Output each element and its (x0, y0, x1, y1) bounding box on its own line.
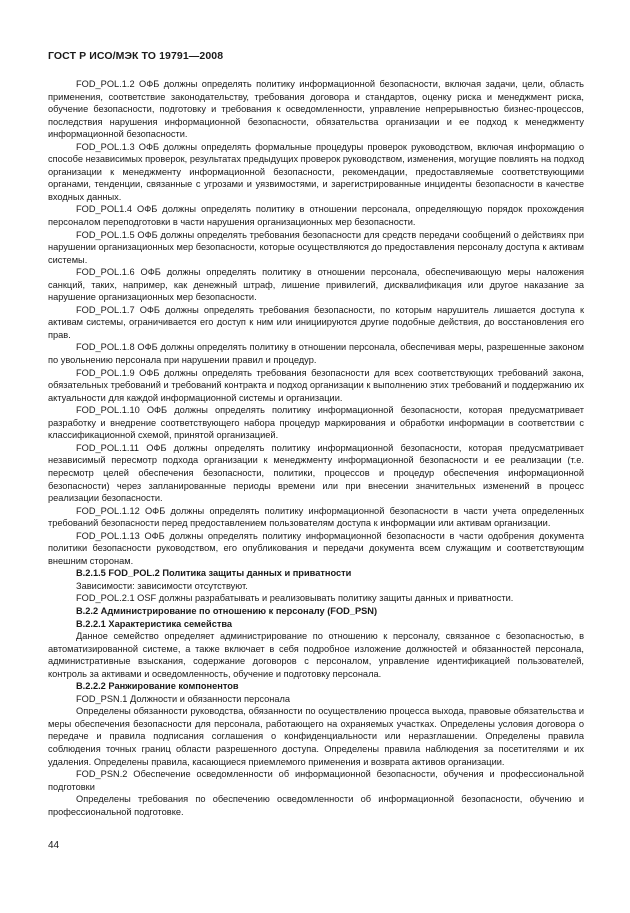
body-paragraph: FOD_POL.1.12 ОФБ должны определять политику информационной безопасности в части учета определенных требований безопасности перед предоставлением пользователям доступа к информации или активам организации. (48, 505, 584, 529)
body-paragraph: FOD_POL.1.13 ОФБ должны определять политику информационной безопасности в части одобрения документа политики безопасности руководством, его опубликования и передачи документа всем служащим и соответствующим внешним сторонам. (48, 530, 584, 566)
section-heading: В.2.2.1 Характеристика семейства (76, 618, 233, 629)
body-paragraph: FOD_POL.2.1 OSF должны разрабатывать и реализовывать политику защиты данных и приватности. (76, 593, 514, 604)
body-paragraph: FOD_POL.1.9 ОФБ должны определять требования безопасности для всех соответствующих требований закона, обязательных требований и требований контракта и подход организации к выполнению этих требований и поддержанию их актуальности для каждой информационной системы и организации. (48, 367, 584, 403)
body-paragraph: FOD_POL.1.3 ОФБ должны определять формальные процедуры проверок руководством, включая информацию о способе независимых проверок, результатах предыдущих проверок руководством, изменения, могущие повлиять на подход организации к менеджменту информационной безопасности, рекомендации, предоставляемые соответствующими органами, тенденции, связанные с угрозами и уязвимостями, и зарегистрированные инциденты безопасности в качестве входных данных. (48, 141, 584, 202)
body-paragraph: Определены требования по обеспечению осведомленности об информационной безопасности, обучению и профессиональной подготовке. (48, 794, 584, 817)
page-header-title: ГОСТ Р ИСО/МЭК ТО 19791—2008 (48, 50, 224, 62)
body-paragraph: FOD_POL.1.5 ОФБ должны определять требования безопасности для средств передачи сообщений о действиях при нарушении организационных мер безопасности, которые осуществляются до предоставления персоналу доступа к активам системы. (48, 229, 584, 265)
body-paragraph: FOD_POL.1.11 ОФБ должны определять политику информационной безопасности, которая предусматривает независимый пересмотр подхода организации к менеджменту информационной безопасности и ее реализации (т.е. пересмотр целей обеспечения безопасности, политики, процессов и процедур обеспечения информационной безопасности) через запланированные периоды времени или при внесении значительных изменений в процесс реализации безопасности. (48, 442, 584, 504)
body-paragraph: FOD_POL.1.10 ОФБ должны определять политику информационной безопасности, которая предусматривает разработку и внедрение соответствующего набора процедур маркирования и обработки информации в соответствии с классификационной схемой, принятой организацией. (48, 405, 584, 441)
section-heading: В.2.2.2 Ранжирование компонентов (76, 681, 239, 692)
document-body (48, 78, 584, 818)
body-paragraph: Данное семейство определяет администрирование по отношению к персоналу, связанное с безопасностью, в автоматизированной системе, а также включает в себя подробное изложение должностей и обязанностей персонала, административные взыскания, содержание договоров с персоналом, управление идентификацией пользователей, контроль за активами и осведомленность, обучение и подготовку персонала. (48, 631, 584, 679)
body-paragraph: FOD_POL.1.7 ОФБ должны определять требования безопасности, по которым нарушитель лишается доступа к активам системы, ограничивается его доступ к ним или инициируются другие подобные действия, до восстановления его прав. (48, 304, 584, 340)
body-paragraph: FOD_PSN.1 Должности и обязанности персонала (76, 693, 291, 704)
body-paragraph: Определены обязанности руководства, обязанности по осуществлению процесса выхода, правовые обязательства и меры обеспечения безопасности для персонала, работающего на охраняемых участках. Определены условия договора о передаче и правила подписания соглашения о конфиденциальности или неразглашении. Определены правила соблюдения точных границ области разрешенного доступа. Определены правила наблюдения за посетителями и их удаления. Определены правила, касающиеся приемлемого применения и возврата активов организации. (48, 706, 584, 767)
section-heading: В.2.1.5 FOD_POL.2 Политика защиты данных и приватности (76, 568, 352, 579)
body-paragraph: FOD_POL.1.6 ОФБ должны определять политику в отношении персонала, обеспечивающую меры наложения санкций, таких, например, как денежный штраф, лишение привилегий, дисквалификация или другое наказание за нарушение организационных мер безопасности. (48, 267, 584, 303)
section-heading: В.2.2 Администрирование по отношению к персоналу (FOD_PSN) (76, 605, 378, 616)
body-paragraph: FOD_POL.1.2 ОФБ должны определять политику информационной безопасности, включая задачи, цели, область применения, соответствие законодательству, требования договора и стандартов, оценку риска и менеджмент риска, обучение безопасности, подготовку и требования к осведомленности, управление непрерывностью бизнес-процессов, последствия нарушения информационной безопасности, обязательства организации и ее подход к менеджменту информационной безопасности. (48, 79, 584, 140)
body-paragraph: Зависимости: зависимости отсутствуют. (76, 580, 248, 591)
body-paragraph: FOD_POL.1.8 ОФБ должны определять политику в отношении персонала, обеспечивая меры, разрешенные законом по увольнению персонала при нарушении правил и процедур. (48, 342, 584, 366)
page-number: 44 (48, 840, 60, 851)
body-paragraph: FOD_PSN.2 Обеспечение осведомленности об информационной безопасности, обучения и профессиональной подготовки (48, 769, 584, 792)
body-paragraph: FOD_POL1.4 ОФБ должны определять политику в отношении персонала, определяющую порядок прохождения персоналом переподготовки в части нарушения организационных мер безопасности. (48, 204, 584, 228)
